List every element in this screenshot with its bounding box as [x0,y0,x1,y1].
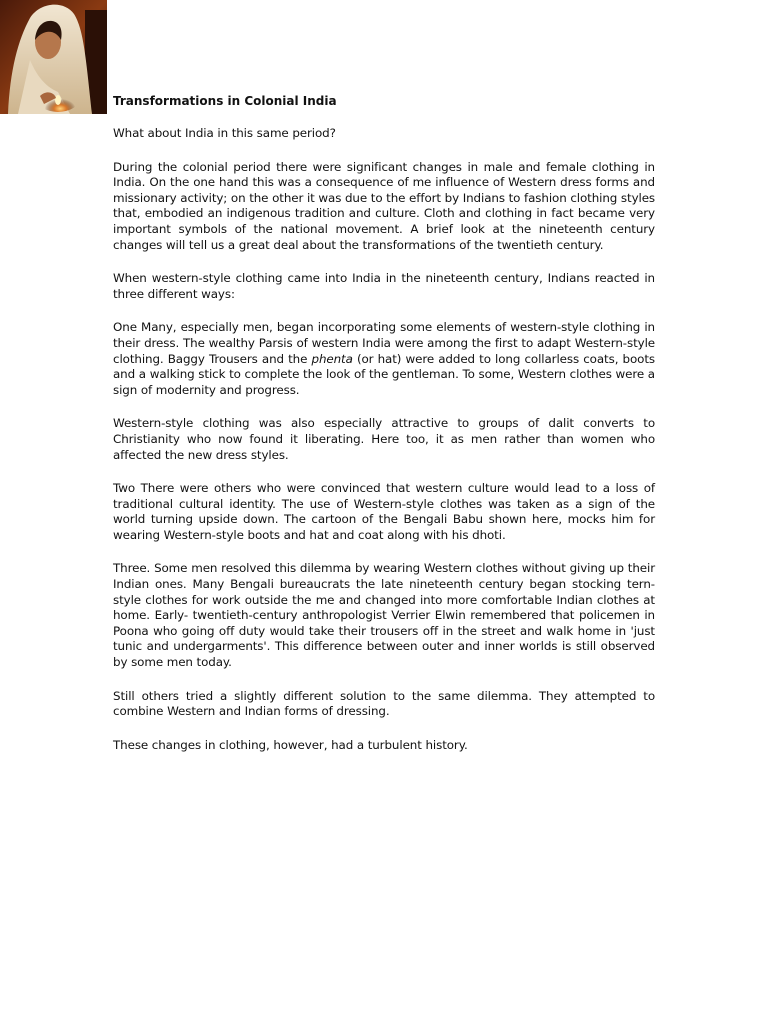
paragraph-dalit-converts: Western-style clothing was also especially attractive to groups of dalit converts to Christianity who now found it liberating. Here too, it as men rather than women who affected the new dress styles. [113,416,655,462]
paragraph-turbulent-history: These changes in clothing, however, had a turbulent history. [113,737,468,752]
paragraph-intro-question: What about India in this same period? [113,126,336,140]
paragraph-reaction-three: Three. Some men resolved this dilemma by wearing Western clothes without giving up their Indian ones. Many Bengali bureaucrats the late nineteenth century began stocking tern-style clothes for work outside the me and changed into more comfortable Indian clothes at home. Early- twentieth-century anthropologist Verrier Elwin remembered that policemen in Poona who going off duty would take their trousers off in the street and walk home in 'just tunic and undergarments'. This difference between outer and inner worlds is still observed by some men today. [113,561,655,670]
page-title: Transformations in Colonial India [113,94,337,108]
paragraph-colonial-changes: During the colonial period there were significant changes in male and female clothing in India. On the one hand this was a consequence of me influence of Western dress forms and missionary activity; on the other it was due to the effort by Indians to fashion clothing styles that, embodied an indigenous tradition and culture. Cloth and clothing in fact became very important symbols of the national movement. A brief look at the nineteenth century changes will tell us a great deal about the transformations of the twentieth century. [113,159,656,252]
paragraph-reaction-one-text-cont: (or hat) were added to long collarless coats, boots and a walking stick to complete the look of the gentleman. To some, Western clothes were a sign of modernity and progress. [113,351,655,397]
paragraph-combined-dressing: Still others tried a slightly different solution to the same dilemma. They attempted to combine Western and Indian forms of dressing. [113,688,655,719]
article [113,93,655,771]
paragraph-reaction-one-text: One Many, especially men, began incorporating some elements of western-style clothing in their dress. The wealthy Parsis of western India were among the first to adapt Western-style clothing. Baggy Trousers and the [113,320,655,366]
header-photo [0,0,107,114]
paragraph-reaction-one [113,320,655,398]
paragraph-three-reactions: When western-style clothing came into India in the nineteenth century, Indians reacted in three different ways: [113,271,655,301]
phenta-term: phenta [311,351,353,366]
paragraph-reaction-two: Two There were others who were convinced that western culture would lead to a loss of traditional cultural identity. The use of Western-style clothes was taken as a sign of the world turning upside down. The cartoon of the Bengali Babu shown here, mocks him for wearing Western-style boots and hat and coat along with his dhoti. [113,481,655,542]
